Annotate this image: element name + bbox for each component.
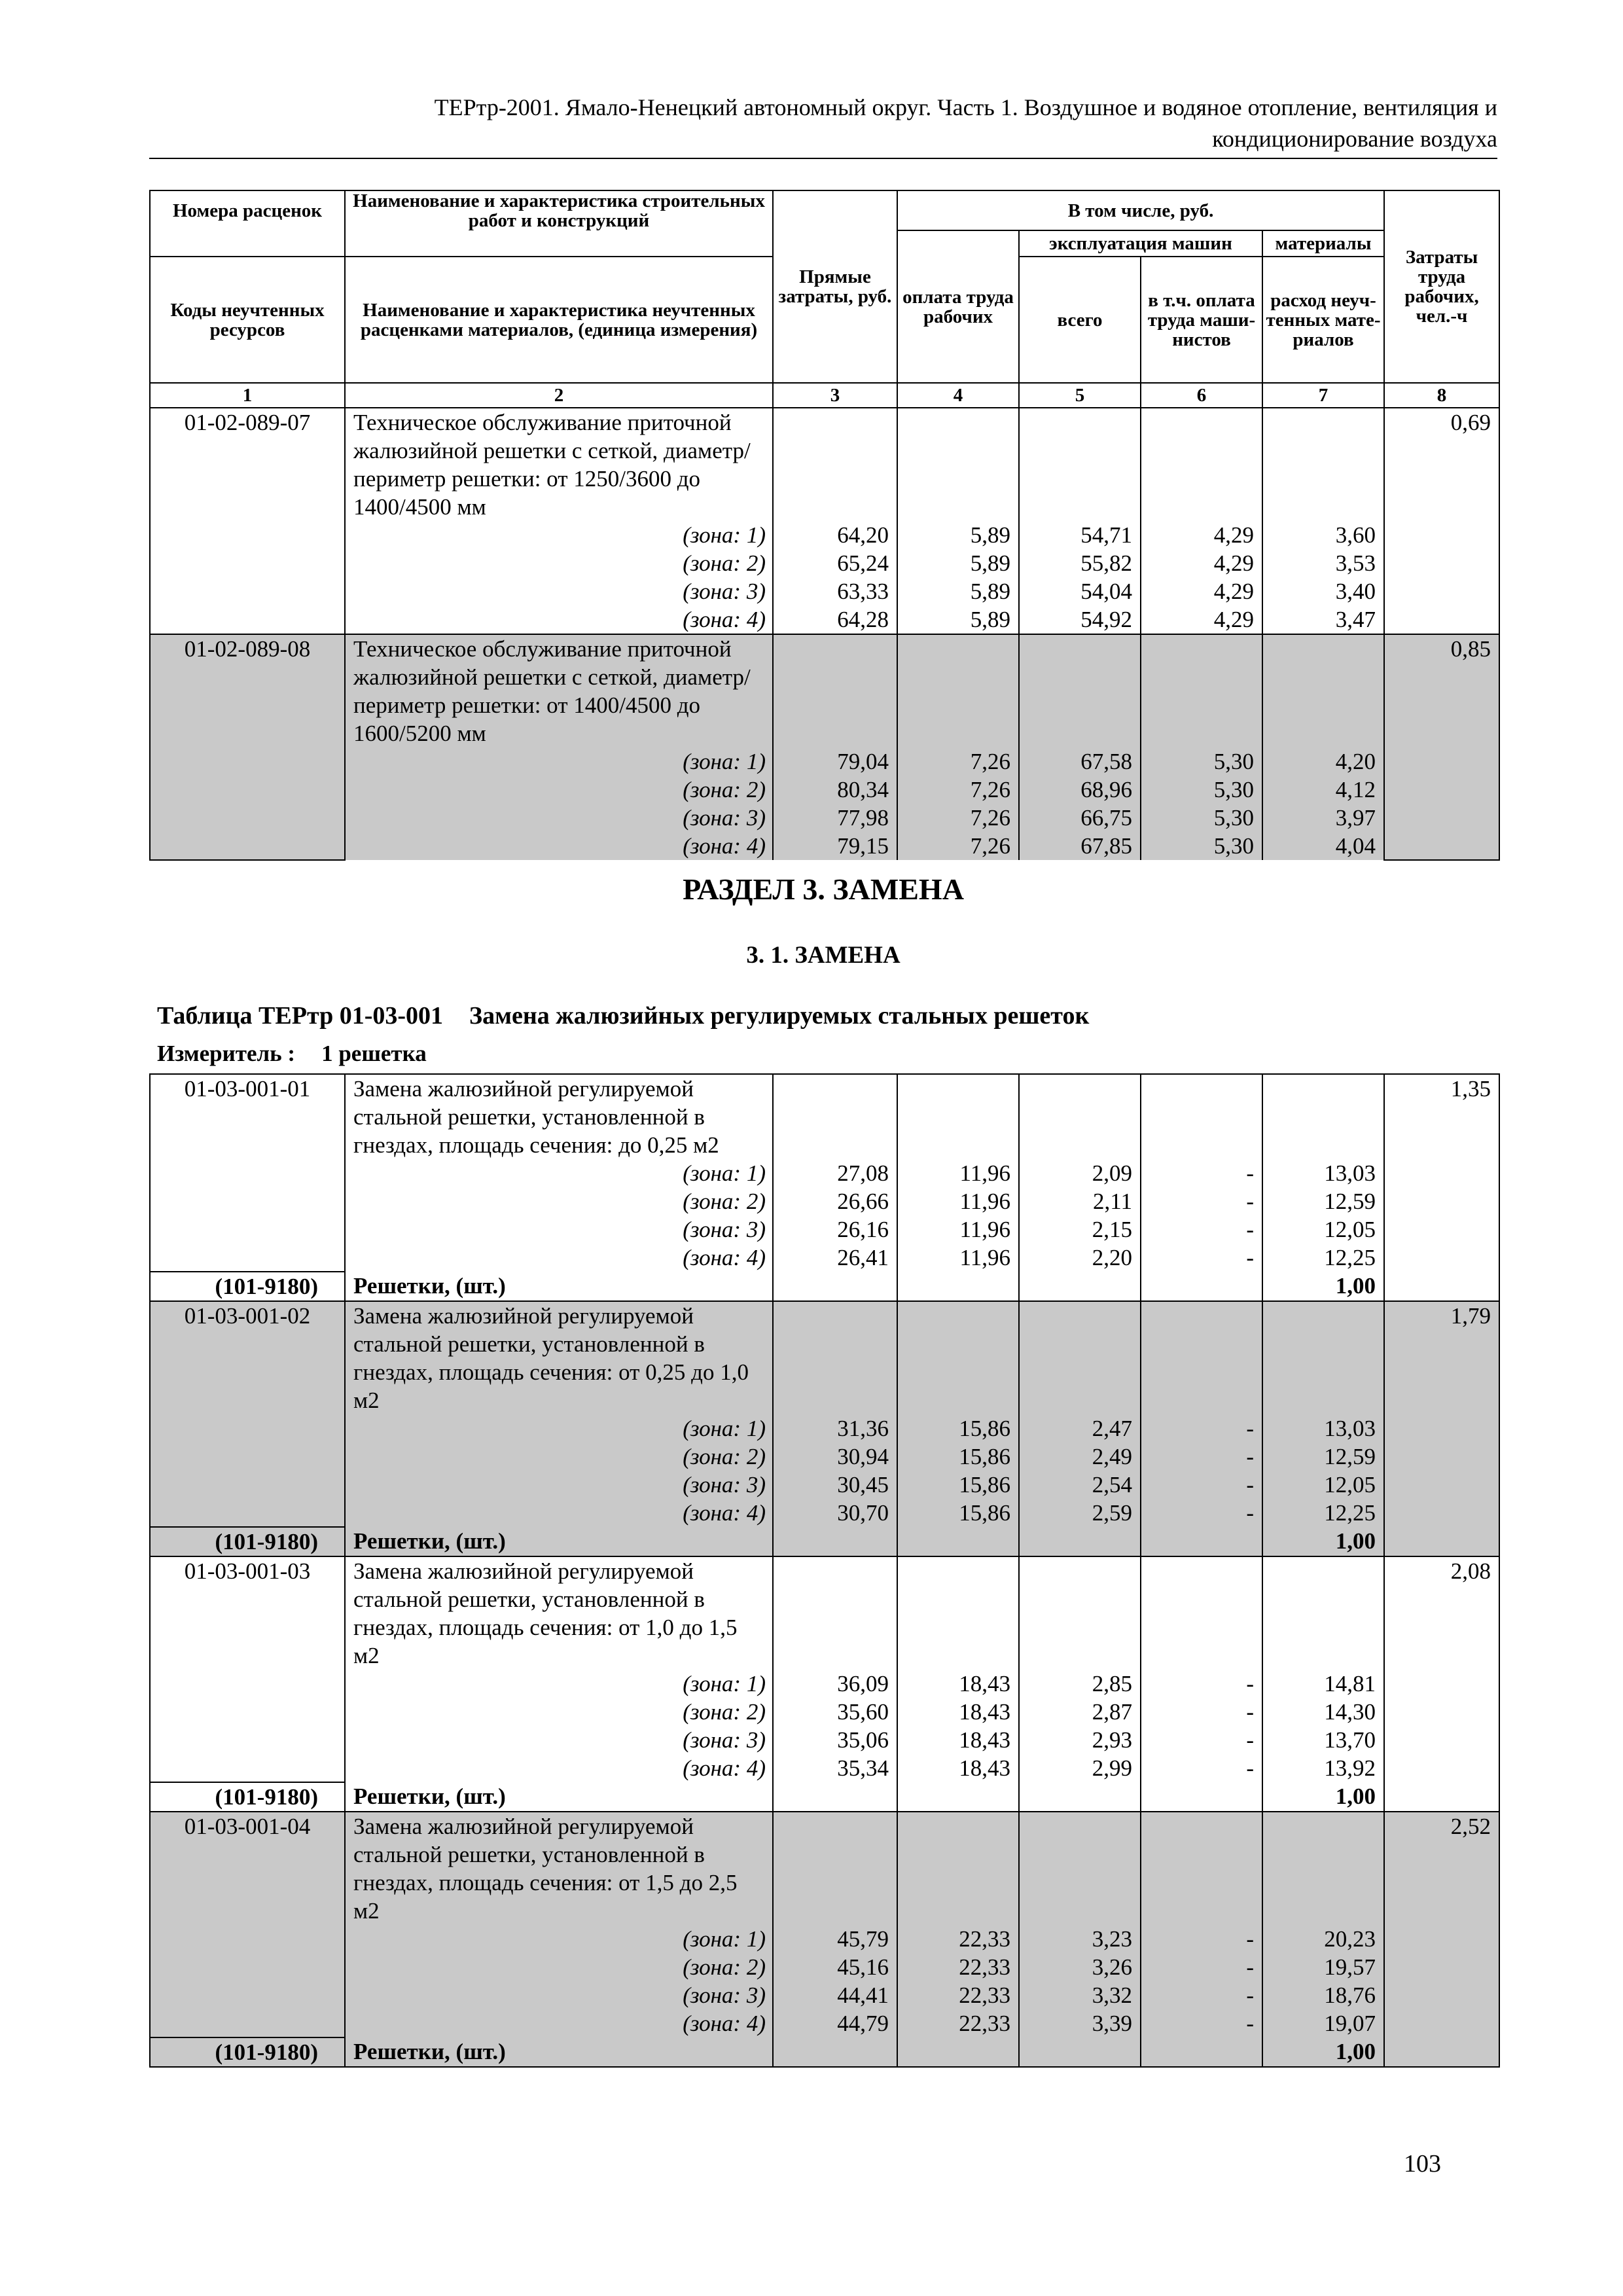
col-wage-header: оплата труда рабочих xyxy=(897,230,1019,383)
column-number: 8 xyxy=(1384,383,1499,408)
rate-code: 01-03-001-02 xyxy=(150,1301,345,1527)
resource-quantity: 1,00 xyxy=(1262,1782,1384,1812)
resource-code: (101-9180) xyxy=(150,1782,345,1812)
machine-cost: 67,85 xyxy=(1019,832,1141,860)
rate-name: Техническое обслуживание приточной жалюзийной решетки с сеткой, диаметр/периметр решетки: от 1250/3600 до 1400/4500 мм xyxy=(345,408,773,521)
direct-cost: 44,79 xyxy=(773,2009,897,2037)
direct-cost: 77,98 xyxy=(773,804,897,832)
material-cost: 14,81 xyxy=(1262,1670,1384,1698)
rates-table-replacement xyxy=(149,1073,1500,2068)
col-material-name-header: Наименование и характеристика неучтенных расценками материалов, (единица измерения) xyxy=(345,257,773,383)
operator-wage: - xyxy=(1141,1726,1262,1754)
worker-wage: 15,86 xyxy=(897,1499,1019,1527)
labor-cost: 0,69 xyxy=(1384,408,1499,634)
header-rule xyxy=(149,158,1497,159)
machine-cost: 2,54 xyxy=(1019,1471,1141,1499)
operator-wage: - xyxy=(1141,1499,1262,1527)
material-cost: 14,30 xyxy=(1262,1698,1384,1726)
empty-cell xyxy=(897,2037,1019,2067)
machine-cost: 68,96 xyxy=(1019,776,1141,804)
empty-cell xyxy=(897,1074,1019,1159)
zone-row xyxy=(150,1726,1499,1754)
operator-wage: - xyxy=(1141,1443,1262,1471)
machine-cost: 3,39 xyxy=(1019,2009,1141,2037)
worker-wage: 22,33 xyxy=(897,1953,1019,1981)
zone-label: (зона: 4) xyxy=(345,1754,773,1782)
material-cost: 3,53 xyxy=(1262,549,1384,577)
worker-wage: 7,26 xyxy=(897,804,1019,832)
empty-cell xyxy=(1019,1272,1141,1301)
material-cost: 12,59 xyxy=(1262,1187,1384,1215)
material-cost: 12,59 xyxy=(1262,1443,1384,1471)
machine-cost: 2,87 xyxy=(1019,1698,1141,1726)
empty-cell xyxy=(897,1782,1019,1812)
direct-cost: 36,09 xyxy=(773,1670,897,1698)
resource-row xyxy=(150,2037,1499,2067)
empty-cell xyxy=(1141,1527,1262,1556)
resource-quantity: 1,00 xyxy=(1262,1272,1384,1301)
empty-cell xyxy=(773,1074,897,1159)
direct-cost: 26,41 xyxy=(773,1244,897,1272)
rate-entry-row xyxy=(150,1074,1499,1159)
operator-wage: 4,29 xyxy=(1141,549,1262,577)
operator-wage: - xyxy=(1141,1754,1262,1782)
zone-row xyxy=(150,804,1499,832)
column-number: 7 xyxy=(1262,383,1384,408)
column-number: 4 xyxy=(897,383,1019,408)
table-name: Замена жалюзийных регулируемых стальных решеток xyxy=(469,1002,1090,1030)
empty-cell xyxy=(1019,408,1141,521)
worker-wage: 5,89 xyxy=(897,521,1019,549)
zone-label: (зона: 3) xyxy=(345,1726,773,1754)
column-number: 2 xyxy=(345,383,773,408)
operator-wage: 5,30 xyxy=(1141,747,1262,776)
rate-code: 01-03-001-01 xyxy=(150,1074,345,1272)
worker-wage: 18,43 xyxy=(897,1726,1019,1754)
machine-cost: 2,85 xyxy=(1019,1670,1141,1698)
operator-wage: - xyxy=(1141,1187,1262,1215)
empty-cell xyxy=(1141,1074,1262,1159)
direct-cost: 79,15 xyxy=(773,832,897,860)
empty-cell xyxy=(1019,1782,1141,1812)
empty-cell xyxy=(773,1812,897,1925)
empty-cell xyxy=(1262,634,1384,747)
material-cost: 12,05 xyxy=(1262,1215,1384,1244)
direct-cost: 27,08 xyxy=(773,1159,897,1187)
zone-row xyxy=(150,1499,1499,1527)
empty-cell xyxy=(897,1812,1019,1925)
direct-cost: 30,70 xyxy=(773,1499,897,1527)
rate-entry-row xyxy=(150,1812,1499,1925)
resource-quantity: 1,00 xyxy=(1262,2037,1384,2067)
worker-wage: 15,86 xyxy=(897,1471,1019,1499)
rate-name: Замена жалюзийной регулируемой стальной решетки, установленной в гнездах, площадь сечения: от 1,5 до 2,5 м2 xyxy=(345,1812,773,1925)
zone-label: (зона: 1) xyxy=(345,1159,773,1187)
empty-cell xyxy=(1141,1272,1262,1301)
machine-cost: 67,58 xyxy=(1019,747,1141,776)
rate-name: Замена жалюзийной регулируемой стальной решетки, установленной в гнездах, площадь сечения: от 1,0 до 1,5 м2 xyxy=(345,1556,773,1670)
zone-label: (зона: 2) xyxy=(345,776,773,804)
zone-row xyxy=(150,1754,1499,1782)
empty-cell xyxy=(773,1527,897,1556)
empty-cell xyxy=(1141,634,1262,747)
zone-row xyxy=(150,1471,1499,1499)
zone-label: (зона: 1) xyxy=(345,1670,773,1698)
material-cost: 12,25 xyxy=(1262,1244,1384,1272)
measure-value: 1 решетка xyxy=(321,1041,427,1066)
section-title: РАЗДЕЛ 3. ЗАМЕНА xyxy=(683,872,964,906)
machine-cost: 54,92 xyxy=(1019,605,1141,634)
operator-wage: - xyxy=(1141,1953,1262,1981)
zone-row xyxy=(150,1414,1499,1443)
zone-label: (зона: 2) xyxy=(345,1187,773,1215)
labor-cost: 1,35 xyxy=(1384,1074,1499,1301)
empty-cell xyxy=(1141,1782,1262,1812)
material-cost: 19,07 xyxy=(1262,2009,1384,2037)
machine-cost: 2,09 xyxy=(1019,1159,1141,1187)
material-cost: 13,03 xyxy=(1262,1414,1384,1443)
zone-row xyxy=(150,1953,1499,1981)
column-number-row xyxy=(150,383,1499,408)
operator-wage: 5,30 xyxy=(1141,804,1262,832)
machine-cost: 2,93 xyxy=(1019,1726,1141,1754)
operator-wage: - xyxy=(1141,1215,1262,1244)
operator-wage: - xyxy=(1141,1981,1262,2009)
worker-wage: 18,43 xyxy=(897,1670,1019,1698)
resource-code: (101-9180) xyxy=(150,2037,345,2067)
col-machines-header: эксплуатация машин xyxy=(1019,230,1262,257)
zone-row xyxy=(150,1159,1499,1187)
machine-cost: 66,75 xyxy=(1019,804,1141,832)
zone-row xyxy=(150,549,1499,577)
direct-cost: 35,34 xyxy=(773,1754,897,1782)
zone-row xyxy=(150,521,1499,549)
rate-code: 01-02-089-08 xyxy=(150,634,345,860)
zone-row xyxy=(150,776,1499,804)
empty-cell xyxy=(1019,2037,1141,2067)
measure-unit xyxy=(157,1041,427,1067)
material-cost: 3,97 xyxy=(1262,804,1384,832)
zone-row xyxy=(150,1670,1499,1698)
operator-wage: 5,30 xyxy=(1141,776,1262,804)
zone-row xyxy=(150,832,1499,860)
zone-row xyxy=(150,1215,1499,1244)
zone-row xyxy=(150,1443,1499,1471)
labor-cost: 1,79 xyxy=(1384,1301,1499,1556)
rate-code: 01-02-089-07 xyxy=(150,408,345,634)
table-header xyxy=(150,190,1499,408)
operator-wage: - xyxy=(1141,1925,1262,1953)
col-labor-costs-header: Затраты труда рабочих, чел.-ч xyxy=(1384,190,1499,383)
zone-label: (зона: 3) xyxy=(345,1471,773,1499)
material-cost: 13,92 xyxy=(1262,1754,1384,1782)
worker-wage: 11,96 xyxy=(897,1244,1019,1272)
zone-row xyxy=(150,2009,1499,2037)
empty-cell xyxy=(1141,1556,1262,1670)
zone-label: (зона: 4) xyxy=(345,2009,773,2037)
material-cost: 20,23 xyxy=(1262,1925,1384,1953)
operator-wage: 4,29 xyxy=(1141,521,1262,549)
empty-cell xyxy=(897,1272,1019,1301)
rate-name: Замена жалюзийной регулируемой стальной решетки, установленной в гнездах, площадь сечения: до 0,25 м2 xyxy=(345,1074,773,1159)
direct-cost: 35,60 xyxy=(773,1698,897,1726)
empty-cell xyxy=(773,1272,897,1301)
direct-cost: 45,79 xyxy=(773,1925,897,1953)
material-cost: 4,04 xyxy=(1262,832,1384,860)
table-title xyxy=(157,1001,1089,1030)
operator-wage: - xyxy=(1141,1159,1262,1187)
resource-row xyxy=(150,1272,1499,1301)
worker-wage: 5,89 xyxy=(897,605,1019,634)
machine-cost: 2,15 xyxy=(1019,1215,1141,1244)
material-cost: 12,05 xyxy=(1262,1471,1384,1499)
direct-cost: 35,06 xyxy=(773,1726,897,1754)
rate-entry-row xyxy=(150,1556,1499,1670)
resource-row xyxy=(150,1782,1499,1812)
direct-cost: 79,04 xyxy=(773,747,897,776)
rate-entry-row xyxy=(150,408,1499,521)
col-operator-wage-header: в т.ч. оплата труда маши-нистов xyxy=(1141,257,1262,383)
material-cost: 4,12 xyxy=(1262,776,1384,804)
resource-name: Решетки, (шт.) xyxy=(345,2037,773,2067)
material-cost: 3,60 xyxy=(1262,521,1384,549)
worker-wage: 22,33 xyxy=(897,1981,1019,2009)
empty-cell xyxy=(1019,634,1141,747)
zone-label: (зона: 2) xyxy=(345,1953,773,1981)
empty-cell xyxy=(1262,1556,1384,1670)
direct-cost: 30,45 xyxy=(773,1471,897,1499)
machine-cost: 55,82 xyxy=(1019,549,1141,577)
empty-cell xyxy=(897,1556,1019,1670)
column-number: 6 xyxy=(1141,383,1262,408)
resource-code: (101-9180) xyxy=(150,1527,345,1556)
material-cost: 13,03 xyxy=(1262,1159,1384,1187)
direct-cost: 30,94 xyxy=(773,1443,897,1471)
material-cost: 19,57 xyxy=(1262,1953,1384,1981)
rate-name: Замена жалюзийной регулируемой стальной решетки, установленной в гнездах, площадь сечения: от 0,25 до 1,0 м2 xyxy=(345,1301,773,1414)
material-cost: 12,25 xyxy=(1262,1499,1384,1527)
rate-entry-row xyxy=(150,634,1499,747)
column-number: 3 xyxy=(773,383,897,408)
operator-wage: - xyxy=(1141,1698,1262,1726)
worker-wage: 5,89 xyxy=(897,549,1019,577)
zone-row xyxy=(150,1925,1499,1953)
table-code: Таблица ТЕРтр 01-03-001 xyxy=(157,1002,444,1030)
material-cost: 4,20 xyxy=(1262,747,1384,776)
direct-cost: 64,28 xyxy=(773,605,897,634)
worker-wage: 18,43 xyxy=(897,1698,1019,1726)
zone-label: (зона: 4) xyxy=(345,832,773,860)
empty-cell xyxy=(897,408,1019,521)
direct-cost: 31,36 xyxy=(773,1414,897,1443)
direct-cost: 64,20 xyxy=(773,521,897,549)
operator-wage: - xyxy=(1141,2009,1262,2037)
rate-entry-row xyxy=(150,1301,1499,1414)
empty-cell xyxy=(1262,1301,1384,1414)
empty-cell xyxy=(1262,1074,1384,1159)
zone-label: (зона: 1) xyxy=(345,1925,773,1953)
col-rate-numbers-header: Номера расценок xyxy=(150,190,345,230)
header-line-2: кондиционирование воздуха xyxy=(1212,126,1497,152)
operator-wage: - xyxy=(1141,1244,1262,1272)
operator-wage: - xyxy=(1141,1471,1262,1499)
col-work-name-header: Наименование и характеристика строительных работ и конструкций xyxy=(345,190,773,230)
empty-cell xyxy=(1019,1074,1141,1159)
direct-cost: 45,16 xyxy=(773,1953,897,1981)
worker-wage: 15,86 xyxy=(897,1414,1019,1443)
empty-cell xyxy=(1141,1301,1262,1414)
empty-cell xyxy=(897,1301,1019,1414)
machine-cost: 2,49 xyxy=(1019,1443,1141,1471)
empty-cell xyxy=(773,408,897,521)
resource-name: Решетки, (шт.) xyxy=(345,1527,773,1556)
zone-label: (зона: 1) xyxy=(345,747,773,776)
col-materials-header: материалы xyxy=(1262,230,1384,257)
direct-cost: 44,41 xyxy=(773,1981,897,2009)
worker-wage: 22,33 xyxy=(897,2009,1019,2037)
direct-cost: 63,33 xyxy=(773,577,897,605)
col-resource-codes-header: Коды неучтенных ресурсов xyxy=(150,257,345,383)
worker-wage: 7,26 xyxy=(897,747,1019,776)
machine-cost: 3,23 xyxy=(1019,1925,1141,1953)
material-cost: 3,47 xyxy=(1262,605,1384,634)
worker-wage: 5,89 xyxy=(897,577,1019,605)
machine-cost: 54,04 xyxy=(1019,577,1141,605)
empty-cell xyxy=(773,634,897,747)
worker-wage: 15,86 xyxy=(897,1443,1019,1471)
zone-row xyxy=(150,577,1499,605)
empty-cell xyxy=(1262,1812,1384,1925)
machine-cost: 2,59 xyxy=(1019,1499,1141,1527)
rate-code: 01-03-001-03 xyxy=(150,1556,345,1782)
material-cost: 13,70 xyxy=(1262,1726,1384,1754)
resource-name: Решетки, (шт.) xyxy=(345,1272,773,1301)
page-number: 103 xyxy=(1404,2150,1441,2178)
subsection-title: 3. 1. ЗАМЕНА xyxy=(746,942,901,969)
measure-label: Измеритель : xyxy=(157,1041,296,1066)
empty-cell xyxy=(1141,1812,1262,1925)
worker-wage: 22,33 xyxy=(897,1925,1019,1953)
col-direct-costs-header: Прямые затраты, руб. xyxy=(773,190,897,383)
empty-cell xyxy=(1019,1527,1141,1556)
empty-cell xyxy=(773,1556,897,1670)
worker-wage: 18,43 xyxy=(897,1754,1019,1782)
zone-row xyxy=(150,747,1499,776)
zone-label: (зона: 2) xyxy=(345,549,773,577)
operator-wage: 4,29 xyxy=(1141,605,1262,634)
direct-cost: 26,66 xyxy=(773,1187,897,1215)
column-number: 5 xyxy=(1019,383,1141,408)
worker-wage: 11,96 xyxy=(897,1215,1019,1244)
empty-cell xyxy=(1262,408,1384,521)
col-material-usage-header: расход неуч-тенных мате-риалов xyxy=(1262,257,1384,383)
zone-label: (зона: 4) xyxy=(345,605,773,634)
empty-cell xyxy=(1141,2037,1262,2067)
rate-name: Техническое обслуживание приточной жалюзийной решетки с сеткой, диаметр/периметр решетки: от 1400/4500 до 1600/5200 мм xyxy=(345,634,773,747)
empty-cell xyxy=(897,1527,1019,1556)
zone-label: (зона: 2) xyxy=(345,1698,773,1726)
col-group-header: В том числе, руб. xyxy=(897,190,1384,230)
empty-cell xyxy=(773,1301,897,1414)
worker-wage: 7,26 xyxy=(897,832,1019,860)
material-cost: 3,40 xyxy=(1262,577,1384,605)
resource-row xyxy=(150,1527,1499,1556)
worker-wage: 11,96 xyxy=(897,1187,1019,1215)
zone-label: (зона: 3) xyxy=(345,1215,773,1244)
worker-wage: 7,26 xyxy=(897,776,1019,804)
empty-cell xyxy=(897,634,1019,747)
direct-cost: 65,24 xyxy=(773,549,897,577)
zone-row xyxy=(150,1698,1499,1726)
empty-cell xyxy=(773,2037,897,2067)
zone-row xyxy=(150,1981,1499,2009)
zone-label: (зона: 2) xyxy=(345,1443,773,1471)
direct-cost: 80,34 xyxy=(773,776,897,804)
operator-wage: 5,30 xyxy=(1141,832,1262,860)
resource-code: (101-9180) xyxy=(150,1272,345,1301)
machine-cost: 2,11 xyxy=(1019,1187,1141,1215)
operator-wage: 4,29 xyxy=(1141,577,1262,605)
labor-cost: 2,08 xyxy=(1384,1556,1499,1812)
empty-cell xyxy=(1019,1812,1141,1925)
resource-quantity: 1,00 xyxy=(1262,1527,1384,1556)
machine-cost: 3,26 xyxy=(1019,1953,1141,1981)
zone-row xyxy=(150,1244,1499,1272)
material-cost: 18,76 xyxy=(1262,1981,1384,2009)
operator-wage: - xyxy=(1141,1414,1262,1443)
machine-cost: 2,20 xyxy=(1019,1244,1141,1272)
running-header xyxy=(149,92,1497,154)
resource-name: Решетки, (шт.) xyxy=(345,1782,773,1812)
zone-label: (зона: 1) xyxy=(345,1414,773,1443)
empty-cell xyxy=(1141,408,1262,521)
zone-label: (зона: 4) xyxy=(345,1499,773,1527)
zone-row xyxy=(150,1187,1499,1215)
rate-code: 01-03-001-04 xyxy=(150,1812,345,2037)
zone-label: (зона: 4) xyxy=(345,1244,773,1272)
zone-label: (зона: 3) xyxy=(345,577,773,605)
zone-label: (зона: 3) xyxy=(345,804,773,832)
machine-cost: 3,32 xyxy=(1019,1981,1141,2009)
machine-cost: 2,47 xyxy=(1019,1414,1141,1443)
zone-row xyxy=(150,605,1499,634)
machine-cost: 54,71 xyxy=(1019,521,1141,549)
operator-wage: - xyxy=(1141,1670,1262,1698)
header-line-1: ТЕРтр-2001. Ямало-Ненецкий автономный округ. Часть 1. Воздушное и водяное отопление, вентиляция и xyxy=(434,94,1497,120)
direct-cost: 26,16 xyxy=(773,1215,897,1244)
labor-cost: 0,85 xyxy=(1384,634,1499,860)
machine-cost: 2,99 xyxy=(1019,1754,1141,1782)
worker-wage: 11,96 xyxy=(897,1159,1019,1187)
column-number: 1 xyxy=(150,383,345,408)
labor-cost: 2,52 xyxy=(1384,1812,1499,2067)
zone-label: (зона: 3) xyxy=(345,1981,773,2009)
empty-cell xyxy=(773,1782,897,1812)
rates-table-maintenance xyxy=(149,190,1500,861)
zone-label: (зона: 1) xyxy=(345,521,773,549)
col-machines-total-header: всего xyxy=(1019,257,1141,383)
empty-cell xyxy=(1019,1556,1141,1670)
empty-cell xyxy=(1019,1301,1141,1414)
